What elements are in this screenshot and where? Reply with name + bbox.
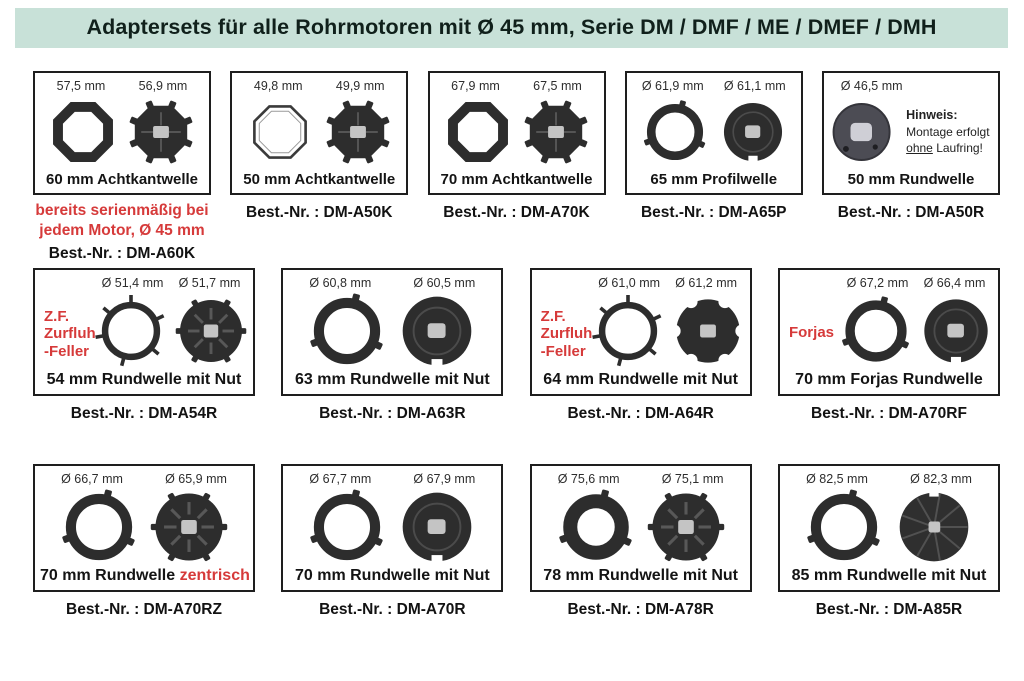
diameter-label: 56,9 mm (138, 79, 188, 93)
brand-note-line: -Feller (540, 342, 586, 360)
product-card (530, 268, 752, 423)
order-number: Best.-Nr. : DM-A63R (319, 405, 466, 422)
adapter-ring-image (805, 488, 883, 566)
order-number: Best.-Nr. : DM-A54R (70, 405, 218, 422)
diameter-label: Ø 61,1 mm (723, 79, 786, 93)
product-name (288, 567, 496, 585)
product-card (778, 464, 1000, 619)
product-name (785, 567, 993, 585)
adapter-images (40, 486, 248, 567)
diameter-label: Ø 51,4 mm (101, 276, 164, 290)
order-number: Best.-Nr. : DM-A65P (640, 204, 787, 221)
product-grid (0, 71, 1024, 660)
diameter-label: Ø 82,3 mm (910, 472, 972, 486)
product-box (778, 268, 1000, 396)
diameter-label: 67,9 mm (451, 79, 500, 93)
diameter-labels (288, 472, 496, 486)
brand-note (541, 308, 593, 360)
product-box (530, 268, 752, 396)
product-box (281, 268, 503, 396)
order-number: Best.-Nr. : DM-A70RF (811, 405, 967, 422)
diameter-label: Ø 65,9 mm (165, 472, 227, 486)
diameter-label: Ø 61,0 mm (598, 276, 661, 290)
diameter-label: Ø 75,1 mm (661, 472, 724, 486)
product-card (230, 71, 408, 222)
brand-note-line: Zurfluh (540, 325, 593, 343)
adapter-ring-image (557, 488, 635, 566)
adapter-insert-image (672, 295, 744, 367)
diameter-labels (435, 79, 599, 93)
adapter-ring-image (829, 99, 894, 165)
brand-note (44, 308, 96, 360)
product-row (33, 268, 1000, 464)
diameter-label: Ø 66,4 mm (923, 276, 986, 290)
adapter-images (537, 486, 745, 567)
diameter-label: Ø 60,5 mm (413, 276, 476, 290)
adapter-images (785, 486, 993, 567)
product-row (33, 464, 1000, 660)
catalog-page (0, 8, 1024, 660)
hinweis-underlined-word: ohne (906, 141, 933, 156)
product-card (625, 71, 803, 222)
product-name (40, 371, 248, 389)
brand-note-line: Z.F. (44, 308, 69, 326)
product-box (33, 268, 255, 396)
hinweis-line2-rest: Laufring! (936, 141, 983, 156)
order-number: Best.-Nr. : DM-A70RZ (66, 601, 222, 618)
diameter-labels (632, 79, 796, 93)
diameter-labels (829, 79, 993, 93)
product-name (435, 171, 599, 188)
product-name-text: 65 mm Profilwelle (650, 171, 778, 188)
order-number: Best.-Nr. : DM-A50R (837, 204, 985, 221)
product-name-text: 70 mm Achtkantwelle (440, 171, 593, 188)
brand-note-line: Forjas (788, 324, 834, 342)
adapter-images (288, 290, 496, 371)
brand-note-line: Z.F. (540, 308, 566, 326)
diameter-labels (40, 276, 248, 290)
diameter-labels (288, 276, 496, 290)
hinweis-line2 (906, 140, 993, 156)
product-name-text: 70 mm Rundwelle mit Nut (294, 567, 490, 584)
product-name-text: 54 mm Rundwelle mit Nut (46, 371, 242, 388)
diameter-label: Ø 67,7 mm (309, 472, 372, 486)
diameter-labels (537, 276, 745, 290)
diameter-label: Ø 82,5 mm (806, 472, 868, 486)
product-name-text: 50 mm Rundwelle (847, 171, 975, 188)
adapter-ring-image (308, 488, 386, 566)
product-card (33, 268, 255, 423)
product-box (33, 71, 211, 195)
product-box (530, 464, 752, 592)
adapter-insert-image (647, 488, 725, 566)
product-card (281, 268, 503, 423)
adapter-ring-image (95, 295, 167, 367)
diameter-labels (537, 472, 745, 486)
diameter-label: 49,9 mm (335, 79, 385, 93)
hinweis-note (906, 107, 993, 156)
product-box (33, 464, 255, 592)
adapter-insert-image (398, 488, 476, 566)
diameter-label: Ø 61,2 mm (675, 276, 738, 290)
adapter-ring-image (50, 99, 116, 165)
adapter-insert-image (150, 488, 228, 566)
product-name-text: 70 mm Forjas Rundwelle (795, 371, 983, 388)
adapter-ring-image (247, 99, 313, 165)
diameter-label: 49,8 mm (253, 79, 303, 93)
adapter-images (829, 93, 993, 171)
product-name-text: 85 mm Rundwelle mit Nut (791, 567, 987, 584)
order-number: Best.-Nr. : DM-A70R (319, 601, 466, 618)
product-name (288, 371, 496, 389)
product-box (281, 464, 503, 592)
adapter-ring-image (592, 295, 664, 367)
diameter-label: 67,5 mm (533, 79, 582, 93)
adapter-insert-image (398, 292, 476, 370)
diameter-label: 57,5 mm (56, 79, 106, 93)
product-name (237, 171, 401, 188)
diameter-label: Ø 67,2 mm (846, 276, 909, 290)
diameter-labels (785, 472, 993, 486)
product-row (33, 71, 1000, 268)
hinweis-line1: Montage erfolgt (906, 125, 990, 140)
adapter-insert-image (325, 99, 391, 165)
product-card (530, 464, 752, 619)
adapter-insert-image (720, 99, 786, 165)
adapter-images (632, 93, 796, 171)
product-card (428, 71, 606, 222)
standard-note-line: bereits serienmäßig bei (35, 202, 209, 219)
product-box (230, 71, 408, 195)
product-name (632, 171, 796, 188)
product-name (537, 371, 745, 389)
diameter-labels (40, 472, 248, 486)
product-name-text: 50 mm Achtkantwelle (243, 171, 396, 188)
order-number: Best.-Nr. : DM-A70K (443, 204, 590, 221)
brand-note-line: Zurfluh (44, 325, 96, 343)
standard-equipment-note (33, 201, 211, 242)
page-title: Adaptersets für alle Rohrmotoren mit Ø 45 mm, Serie DM / DMF / ME / DMEF / DMH (15, 8, 1008, 48)
product-card (778, 268, 1000, 423)
product-box (428, 71, 606, 195)
product-box (625, 71, 803, 195)
order-number: Best.-Nr. : DM-A60K (48, 244, 196, 262)
product-name (785, 371, 993, 389)
adapter-ring-image (445, 99, 511, 165)
brand-note-line: -Feller (44, 342, 90, 360)
product-name-red-text: zentrisch (179, 567, 250, 584)
product-box (778, 464, 1000, 592)
order-number: Best.-Nr. : DM-A64R (567, 405, 714, 422)
diameter-labels (237, 79, 401, 93)
diameter-labels (785, 276, 993, 290)
diameter-label: Ø 75,6 mm (557, 472, 620, 486)
brand-note (789, 324, 834, 341)
product-name-text: 64 mm Rundwelle mit Nut (543, 371, 738, 388)
adapter-insert-image (128, 99, 194, 165)
adapter-ring-image (840, 295, 912, 367)
adapter-ring-image (60, 488, 138, 566)
adapter-ring-image (642, 99, 708, 165)
product-name (40, 171, 204, 188)
adapter-images (40, 93, 204, 171)
hinweis-heading: Hinweis: (906, 108, 958, 123)
adapter-images (288, 486, 496, 567)
product-name-text: 70 mm Rundwelle (40, 567, 176, 584)
order-number: Best.-Nr. : DM-A50K (246, 204, 393, 221)
diameter-label: Ø 61,9 mm (641, 79, 704, 93)
adapter-insert-image (175, 295, 247, 367)
diameter-label: Ø 51,7 mm (178, 276, 241, 290)
product-name (40, 567, 248, 585)
diameter-label: Ø 60,8 mm (309, 276, 372, 290)
product-card (33, 71, 211, 263)
diameter-label: Ø 46,5 mm (840, 79, 903, 93)
diameter-labels (40, 79, 204, 93)
diameter-label: Ø 67,9 mm (413, 472, 476, 486)
product-name (537, 567, 745, 585)
adapter-images (237, 93, 401, 171)
adapter-ring-image (308, 292, 386, 370)
product-card (822, 71, 1000, 222)
adapter-insert-image (895, 488, 973, 566)
adapter-insert-image (523, 99, 589, 165)
product-box (822, 71, 1000, 195)
product-card (33, 464, 255, 619)
adapter-insert-image (920, 295, 992, 367)
product-card (281, 464, 503, 619)
diameter-label: Ø 66,7 mm (61, 472, 123, 486)
product-name-text: 60 mm Achtkantwelle (46, 171, 198, 188)
product-name-text: 63 mm Rundwelle mit Nut (294, 371, 490, 388)
product-name-text: 78 mm Rundwelle mit Nut (543, 567, 738, 584)
adapter-images (435, 93, 599, 171)
order-number: Best.-Nr. : DM-A78R (567, 601, 714, 618)
product-name (829, 171, 993, 188)
order-number: Best.-Nr. : DM-A85R (815, 601, 963, 618)
standard-note-line: jedem Motor, Ø 45 mm (39, 222, 205, 240)
